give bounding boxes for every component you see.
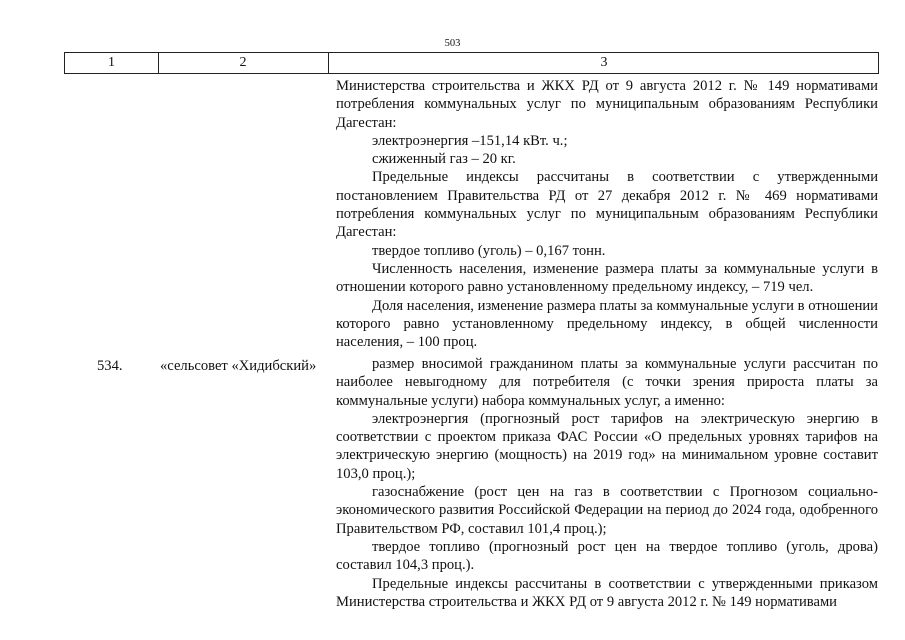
entry-description [336,355,878,611]
paragraph: твердое топливо (уголь) – 0,167 тонн. [372,242,606,259]
column-header-2: 2 [158,53,329,73]
paragraph: электроэнергия (прогнозный рост тарифов на электрическую энергию в соответствии с проектом приказа ФАС России «О предельных уровнях тарифов на электрическую энергию (мощность) на 2019 год» на минимальном уровне составит 103,0 проц.); [336,410,878,482]
column-header-3: 3 [600,55,608,70]
paragraph: Министерства строительства и ЖКХ РД от 9 августа 2012 г. № 149 нормативами потребления коммунальных услуг по муниципальным образованиям Республики Дагестан: [336,78,878,131]
entry-number: 534. [97,358,123,374]
paragraph: газоснабжение (рост цен на газ в соответствии с Прогнозом социально-экономического развития Российской Федерации на период до 2024 года, одобренного Правительством РФ, составил 101,4 проц.); [336,484,878,537]
paragraph: Численность населения, изменение размера платы за коммунальные услуги в отношении которого равно установленному предельному индексу, – 719 чел. [336,260,878,296]
continued-entry-text [336,77,878,351]
paragraph: Предельные индексы рассчитаны в соответствии с утвержденными постановлением Правительства РД от 27 декабря 2012 г. № 469 нормативами потребления коммунальных услуг по муниципальным образованиям Республики Дагестан: [336,169,878,241]
paragraph: сжиженный газ – 20 кг. [372,151,516,168]
paragraph: электроэнергия –151,14 кВт. ч.; [372,132,568,149]
column-header-1: 1 [65,53,159,73]
entry-name: «сельсовет «Хидибский» [160,358,317,374]
paragraph: Доля населения, изменение размера платы за коммунальные услуги в отношении которого равно установленному предельному индексу, в общей численности населения, – 100 проц. [336,297,878,351]
paragraph: размер вносимой гражданином платы за коммунальные услуги рассчитан по наиболее невыгодному для потребителя (с точки зрения прироста платы за коммунальные услуги) набора коммунальных услуг, а именно: [336,356,878,409]
paragraph: твердое топливо (прогнозный рост цен на твердое топливо (уголь, дрова) составил 104,3 проц.). [336,538,878,574]
table-header-row [64,52,879,74]
page-number: 503 [444,38,461,49]
paragraph: Предельные индексы рассчитаны в соответствии с утвержденными приказом Министерства строительства и ЖКХ РД от 9 августа 2012 г. № 149 нормативами [336,575,878,610]
